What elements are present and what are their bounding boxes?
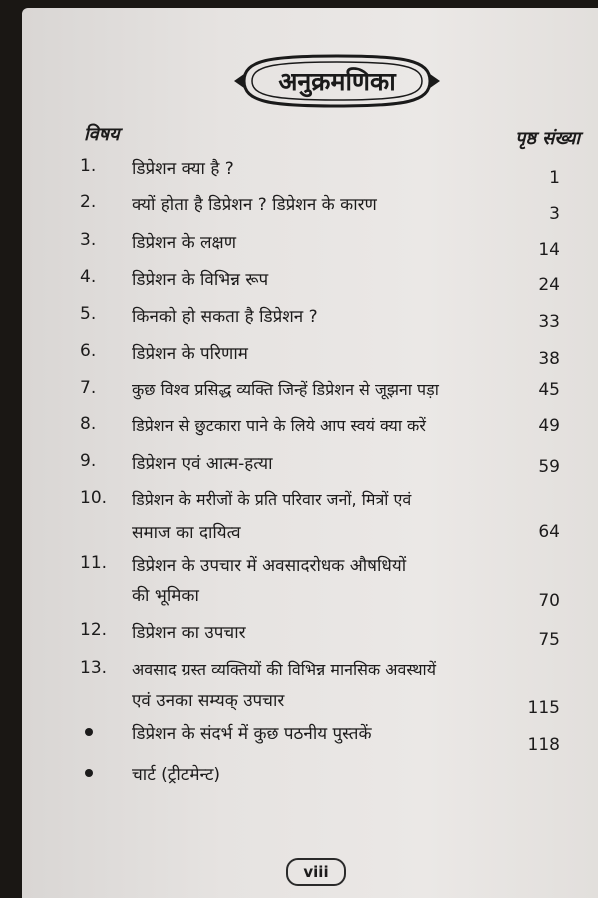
entry-title: डिप्रेशन के मरीजों के प्रति परिवार जनों, मित्रों एवं	[132, 490, 412, 509]
entry-number: 5.	[80, 304, 97, 324]
entry-page: 75	[538, 630, 560, 650]
page-title: अनुक्रमणिका	[278, 67, 396, 96]
entry-page: 49	[538, 416, 560, 436]
entry-title: डिप्रेशन क्या है ?	[132, 159, 234, 179]
entry-number: 2.	[80, 192, 97, 212]
entry-title: डिप्रेशन के लक्षण	[132, 233, 237, 253]
entry-page: 14	[538, 240, 560, 260]
entry-number: 7.	[80, 378, 97, 398]
entry-title: डिप्रेशन का उपचार	[132, 623, 246, 643]
entry-number: 10.	[80, 488, 108, 508]
entry-number: 3.	[80, 230, 97, 250]
entry-page: 59	[538, 457, 560, 477]
entry-title: डिप्रेशन से छुटकारा पाने के लिये आप स्वयं क्या करें	[132, 416, 426, 435]
entry-page: 24	[538, 275, 560, 295]
entry-number: 1.	[80, 156, 97, 176]
entry-page: 33	[538, 312, 560, 332]
entry-page: 38	[538, 349, 560, 369]
entry-number: 13.	[80, 658, 108, 678]
entry-title: डिप्रेशन के परिणाम	[132, 344, 248, 364]
entry-title: अवसाद ग्रस्त व्यक्तियों की विभिन्न मानसिक अवस्थायें	[132, 660, 436, 679]
entry-page: 70	[538, 591, 560, 611]
entry-number: 4.	[80, 267, 97, 287]
entry-number: 8.	[80, 414, 97, 434]
book-page	[22, 8, 598, 898]
entry-title: किनको हो सकता है डिप्रेशन ?	[132, 307, 318, 327]
entry-title: डिप्रेशन के संदर्भ में कुछ पठनीय पुस्तकें	[132, 724, 372, 744]
entry-page: 3	[549, 204, 560, 224]
entry-number: 12.	[80, 620, 108, 640]
entry-title: डिप्रेशन के विभिन्न रूप	[132, 270, 269, 290]
column-header-subject: विषय	[84, 124, 120, 145]
column-header-page: पृष्ठ संख्या	[515, 128, 580, 149]
entry-title: चार्ट (ट्रीटमेन्ट)	[132, 765, 221, 785]
entry-page: 64	[538, 522, 560, 542]
bullet-icon	[85, 728, 93, 736]
entry-page: 45	[538, 380, 560, 400]
bullet-icon	[85, 769, 93, 777]
entry-title: क्यों होता है डिप्रेशन ? डिप्रेशन के कारण	[132, 195, 377, 215]
entry-title-continued: समाज का दायित्व	[132, 523, 241, 543]
entry-number: 11.	[80, 553, 108, 573]
entry-page: 115	[527, 698, 560, 718]
title-banner	[230, 52, 444, 110]
entry-title-continued: एवं उनका सम्यक् उपचार	[132, 691, 285, 711]
entry-title-continued: की भूमिका	[132, 586, 199, 606]
entry-number: 9.	[80, 451, 97, 471]
page-number: viii	[286, 858, 346, 886]
entry-number: 6.	[80, 341, 97, 361]
entry-page: 118	[527, 735, 560, 755]
entry-title: डिप्रेशन के उपचार में अवसादरोधक औषधियों	[132, 556, 407, 576]
entry-page: 1	[549, 168, 560, 188]
entry-title: डिप्रेशन एवं आत्म-हत्या	[132, 454, 273, 474]
entry-title: कुछ विश्व प्रसिद्ध व्यक्ति जिन्हें डिप्रेशन से जूझना पड़ा	[132, 380, 439, 399]
